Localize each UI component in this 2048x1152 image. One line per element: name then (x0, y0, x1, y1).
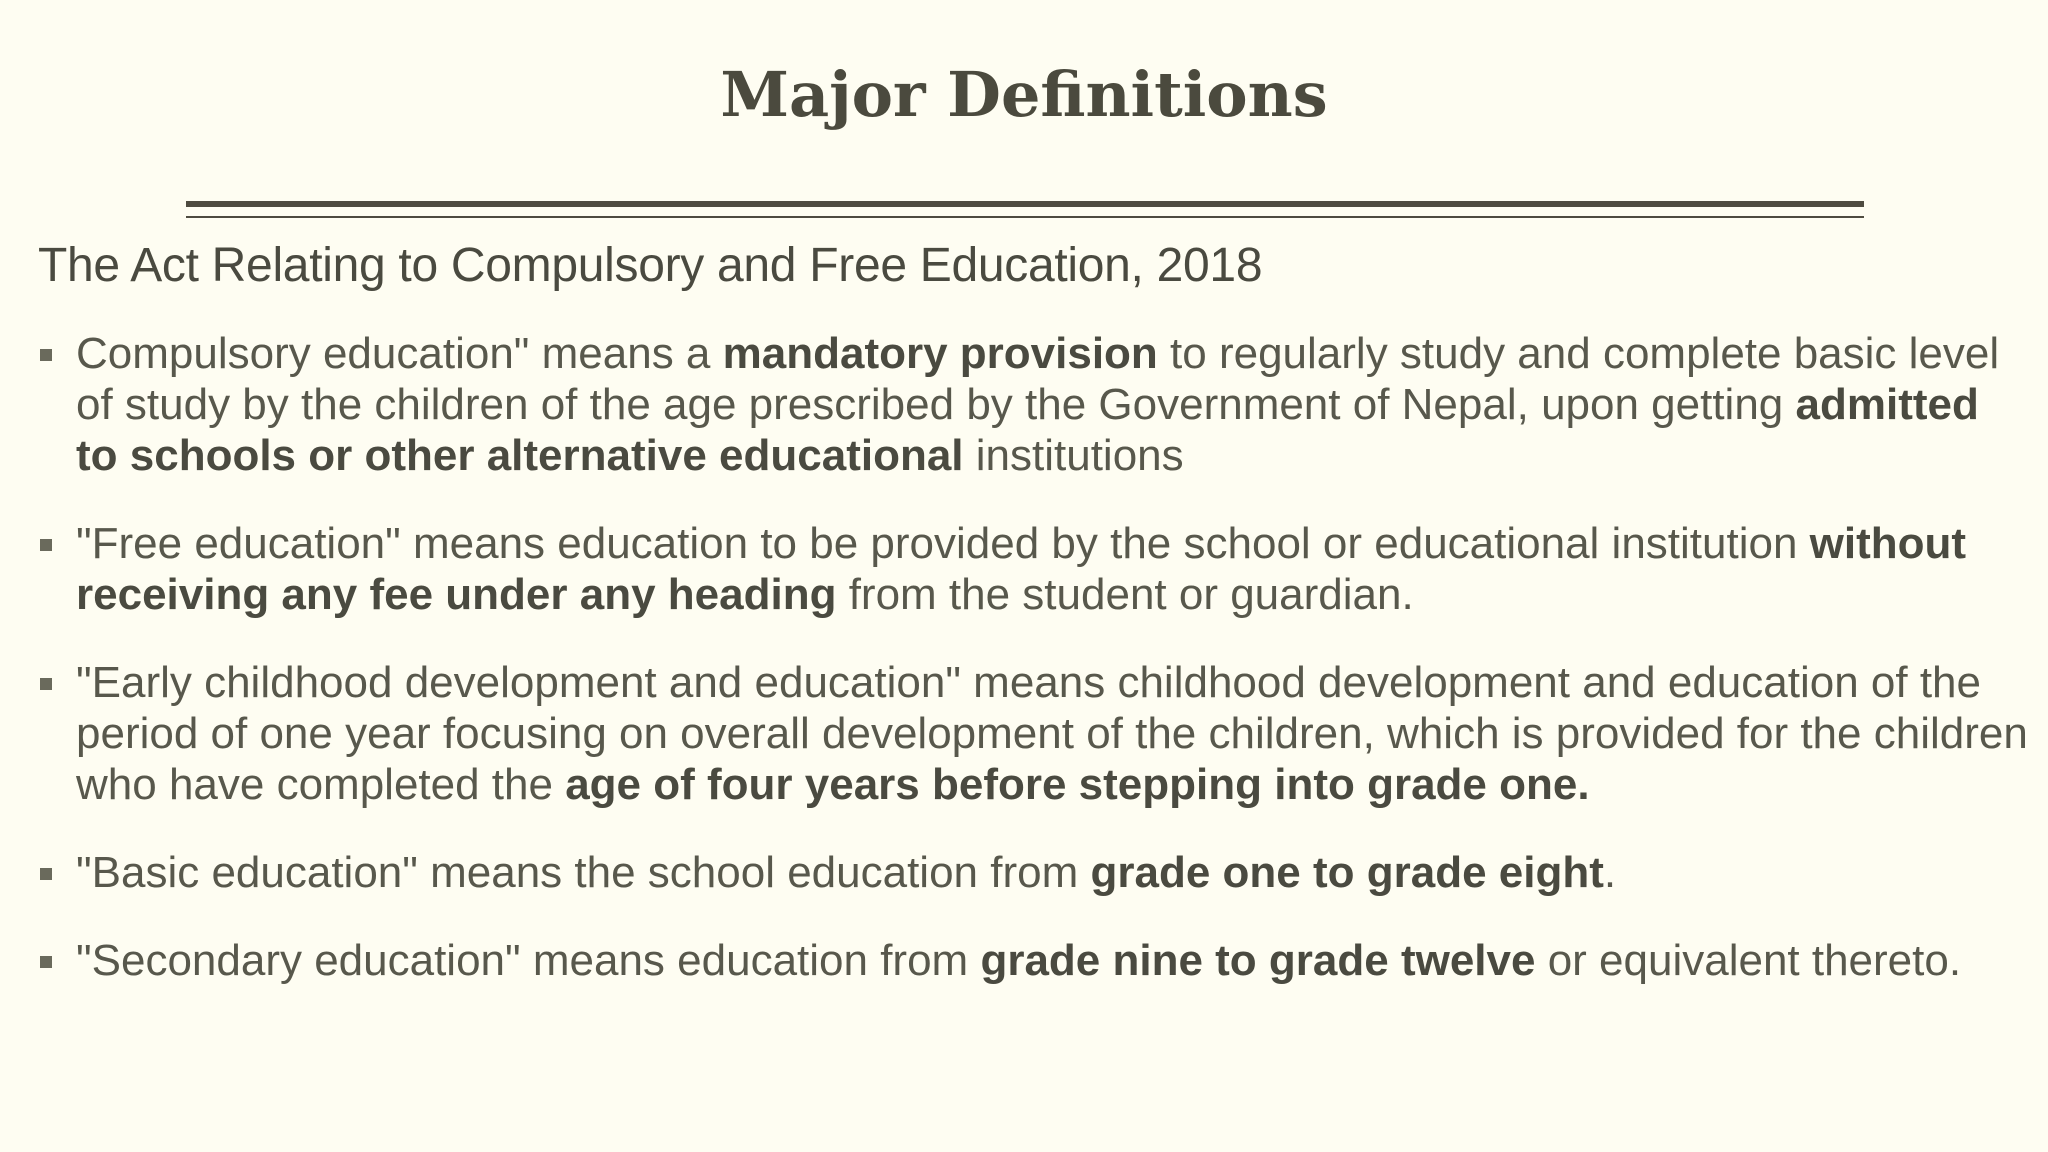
definition-early-childhood-education (0, 657, 2048, 810)
definition-text-part: Compulsory education" means a (76, 329, 723, 378)
definition-text-part: "Free education" means education to be provided by the school or educational institution (76, 519, 1810, 568)
square-bullet-icon (40, 868, 52, 880)
definition-emphasis: admitted to schools or other alternative educational (76, 380, 1979, 480)
definition-emphasis: grade one to grade eight (1090, 848, 1604, 897)
definition-free-education (0, 518, 2048, 620)
definitions-list (0, 328, 2048, 1023)
square-bullet-icon (40, 678, 52, 690)
definition-emphasis: mandatory provision (722, 329, 1158, 378)
definition-text-part: or equivalent thereto. (1535, 936, 1962, 985)
definition-secondary-education (0, 935, 2048, 986)
square-bullet-icon (40, 539, 52, 551)
title-divider-thick (186, 201, 1864, 207)
definition-text-part: institutions (963, 431, 1184, 480)
definition-emphasis: grade nine to grade twelve (980, 936, 1536, 985)
definition-text (76, 658, 2028, 809)
definition-text (76, 519, 1966, 619)
square-bullet-icon (40, 349, 52, 361)
definition-text-part: "Basic education" means the school education from (76, 848, 1091, 897)
definition-basic-education (0, 847, 2048, 898)
definition-compulsory-education (0, 328, 2048, 481)
slide-title: Major Definitions (720, 58, 1328, 131)
definition-text-part: "Early childhood development and education" means childhood development and education of the period of one year focusing on overall development of the children, which is provided for the children who have completed the (76, 658, 2028, 809)
definition-text (76, 936, 1961, 985)
square-bullet-icon (40, 956, 52, 968)
definition-emphasis: age of four years before stepping into grade one. (565, 760, 1590, 809)
definition-text-part: from the student or guardian. (836, 570, 1414, 619)
definition-text (76, 329, 1999, 480)
definition-emphasis: without receiving any fee under any heading (76, 519, 1967, 619)
definition-text-part: to regularly study and complete basic level of study by the children of the age prescribed by the Government of Nepal, upon getting (76, 329, 2000, 429)
definition-text (76, 848, 1616, 897)
definition-text-part: . (1603, 848, 1617, 897)
definition-text-part: "Secondary education" means education from (76, 936, 981, 985)
act-subtitle: The Act Relating to Compulsory and Free Education, 2018 (38, 239, 1263, 292)
title-divider-thin (186, 216, 1864, 218)
